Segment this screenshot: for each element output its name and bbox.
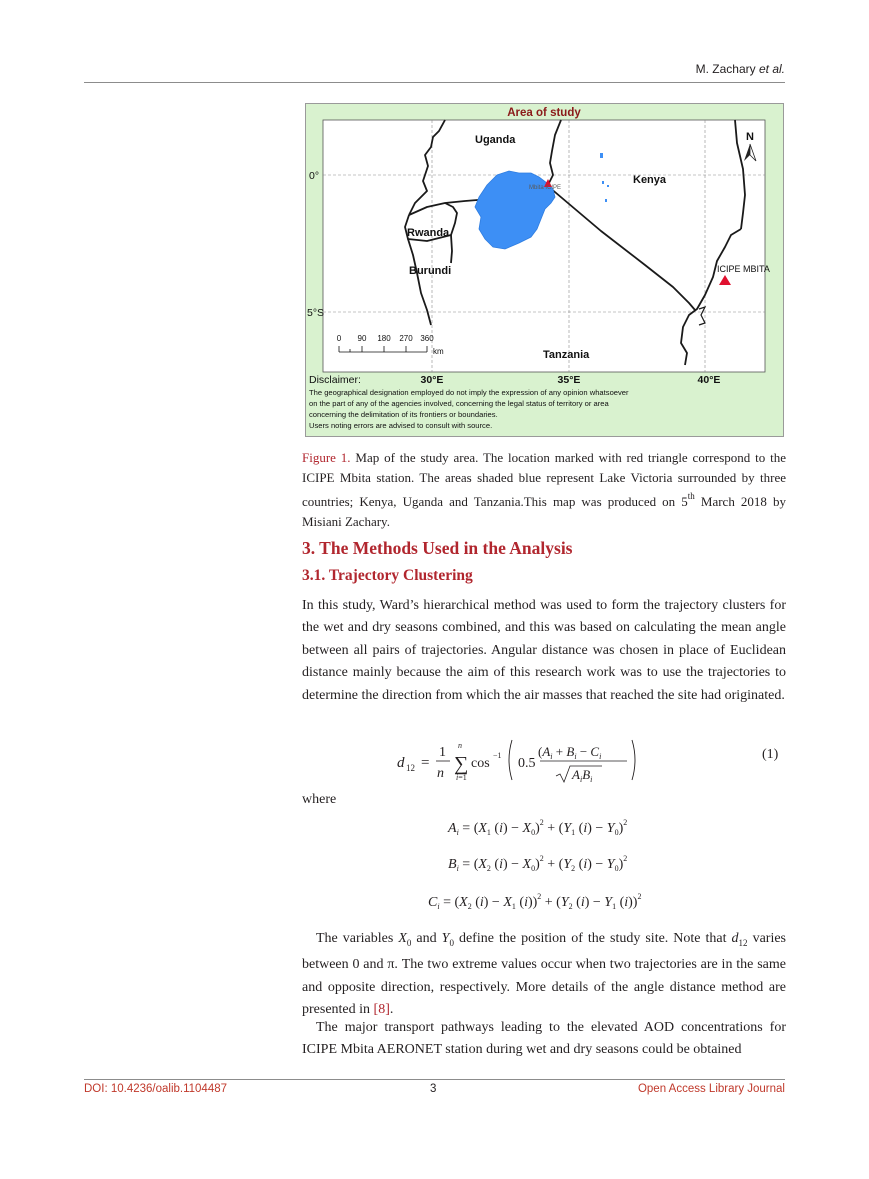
- svg-text:−1: −1: [493, 751, 502, 760]
- svg-text:(Ai + Bi − Ci: ($A_i + B_i - C_i$: [538, 744, 602, 761]
- north-label: N: [746, 131, 754, 143]
- svg-text:d: d: [397, 755, 405, 771]
- svg-text:i=1: i=1: [456, 773, 467, 782]
- label-tanzania: Tanzania: [543, 349, 590, 361]
- disclaimer-line-4: Users noting errors are advised to consult with source.: [309, 421, 493, 430]
- svg-text:∑: ∑: [454, 753, 469, 775]
- para2-c: define the position of the study site. Note that: [453, 931, 732, 946]
- running-head-author: M. Zachary: [695, 62, 759, 76]
- svg-text:n: n: [458, 741, 462, 750]
- svg-text:1: 1: [439, 745, 446, 760]
- footer-doi[interactable]: DOI: 10.4236/oalib.1104487: [84, 1083, 228, 1095]
- lon-label-40e: 40°E: [697, 374, 721, 386]
- footer-rule: [84, 1079, 785, 1080]
- disclaimer-line-3: concerning the delimitation of its frontiers or boundaries.: [309, 410, 498, 419]
- caption-text-a: Map of the study area. The location marked with red triangle correspond to the ICIPE Mbita station. The areas shaded blue represent Lake Victoria surrounded by three countries; Kenya, Uganda and Tanzania.This map was produced on 5: [302, 450, 786, 509]
- para2-d: varies between 0 and π. The two extreme values occur when two trajectories are in the same and opposite direction, respectively. More details of the angle distance method are presented in: [302, 931, 786, 1018]
- svg-text:=: =: [421, 755, 430, 771]
- disclaimer-line-2: on the part of any of the agencies involved, concerning the legal status of territory or area: [309, 399, 609, 408]
- label-rwanda: Rwanda: [407, 227, 450, 239]
- paragraph-1: In this study, Ward’s hierarchical method was used to form the trajectory clusters for the wet and dry seasons combined, and this was based on calculating the mean angle between all pairs of trajectories. Angular distance was chosen in place of Euclidean distance mainly because the aim of this research work was to use the trajectories to determine the direction from which the air masses that reached the site had originated.: [302, 598, 786, 703]
- svg-text:Ai = (X1 (i) − X0)2 + (Y1 (i): $A_i = (X_1$ $(i) - X_0)^2 + (Y_1$ $(i) - Y_0)^2$: [448, 818, 628, 837]
- footer-journal[interactable]: Open Access Library Journal: [637, 1083, 785, 1095]
- lon-label-30e: 30°E: [420, 374, 444, 386]
- scale-tick-0: 0: [336, 334, 342, 343]
- subsection-heading: 3.1. Trajectory Clustering: [302, 567, 473, 584]
- section-heading: 3. The Methods Used in the Analysis: [302, 538, 573, 558]
- svg-text:Ci = (X2 (i) − X1 (i))2 + (Y2: $C_i = (X_2$ $(i) - X_1$ $(i))^2 + (Y_2$ $(i) - Y_1$ (i))$^2$: [428, 892, 642, 911]
- svg-text:cos: cos: [471, 756, 490, 771]
- map-title: Area of study: [507, 107, 581, 119]
- label-uganda: Uganda: [475, 134, 516, 146]
- paragraph-3: The major transport pathways leading to the elevated AOD concentrations for ICIPE Mbita AERONET station during wet and dry seasons could be obtained: [302, 1020, 786, 1058]
- svg-text:n: n: [437, 766, 444, 781]
- figure-label: Figure 1.: [302, 450, 351, 465]
- svg-text:Bi = (X2 (i) − X0)2 + (Y2 (i): $B_i = (X_2$ $(i) - X_0)^2 + (Y_2$ $(i) - Y_0)^2$: [448, 854, 628, 873]
- equation-1: [380, 732, 640, 788]
- label-kenya: Kenya: [633, 174, 667, 186]
- running-head: [696, 62, 785, 76]
- scale-tick-90: 90: [357, 334, 367, 343]
- para2-e: .: [389, 1002, 394, 1018]
- running-head-etal: et al.: [758, 62, 785, 76]
- equation-number: (1): [762, 747, 779, 762]
- lat-label-0: 0°: [309, 170, 320, 182]
- study-area-map: [305, 103, 784, 437]
- equations-abc: [428, 814, 680, 920]
- scale-tick-360: 360: [420, 334, 434, 343]
- para2-b: and: [411, 931, 442, 946]
- disclaimer-line-1: The geographical designation employed do not imply the expression of any opinion whatsoever: [309, 388, 629, 397]
- reference-link[interactable]: [8]: [373, 1002, 390, 1018]
- header-rule: [84, 82, 785, 83]
- caption-sup: th: [687, 491, 695, 501]
- paragraph-2: The variables $X_0$ and $Y_0$ define the position of the study site. Note that $d_{12}$ varies between 0 and π. The two extreme values occur when two trajectories are in the same and opposite direction, respectively. More details of the angle distance method are presented in [8].: [302, 931, 786, 1018]
- site-small-label: Mbita ICIPE: [529, 185, 562, 191]
- disclaimer-heading: Disclaimer:: [309, 374, 361, 386]
- svg-text:AiBi: $A_iB_i$: [572, 767, 593, 784]
- caption-text-b: March 2018 by Misiani Zachary.: [302, 494, 786, 529]
- legend-label: ICIPE MBITA: [717, 264, 770, 274]
- lat-label-5s: 5°S: [307, 307, 325, 319]
- footer-page-number: 3: [430, 1083, 437, 1095]
- para2-a: The variables: [316, 931, 399, 946]
- figure-caption: [302, 448, 786, 531]
- label-burundi: Burundi: [409, 265, 452, 277]
- where-label: where: [302, 792, 337, 807]
- svg-text:12: 12: [406, 763, 415, 773]
- scale-tick-180: 180: [377, 334, 391, 343]
- lon-label-35e: 35°E: [557, 374, 581, 386]
- scale-tick-270: 270: [399, 334, 413, 343]
- scale-unit: km: [433, 347, 444, 356]
- svg-text:0.5: 0.5: [518, 756, 536, 771]
